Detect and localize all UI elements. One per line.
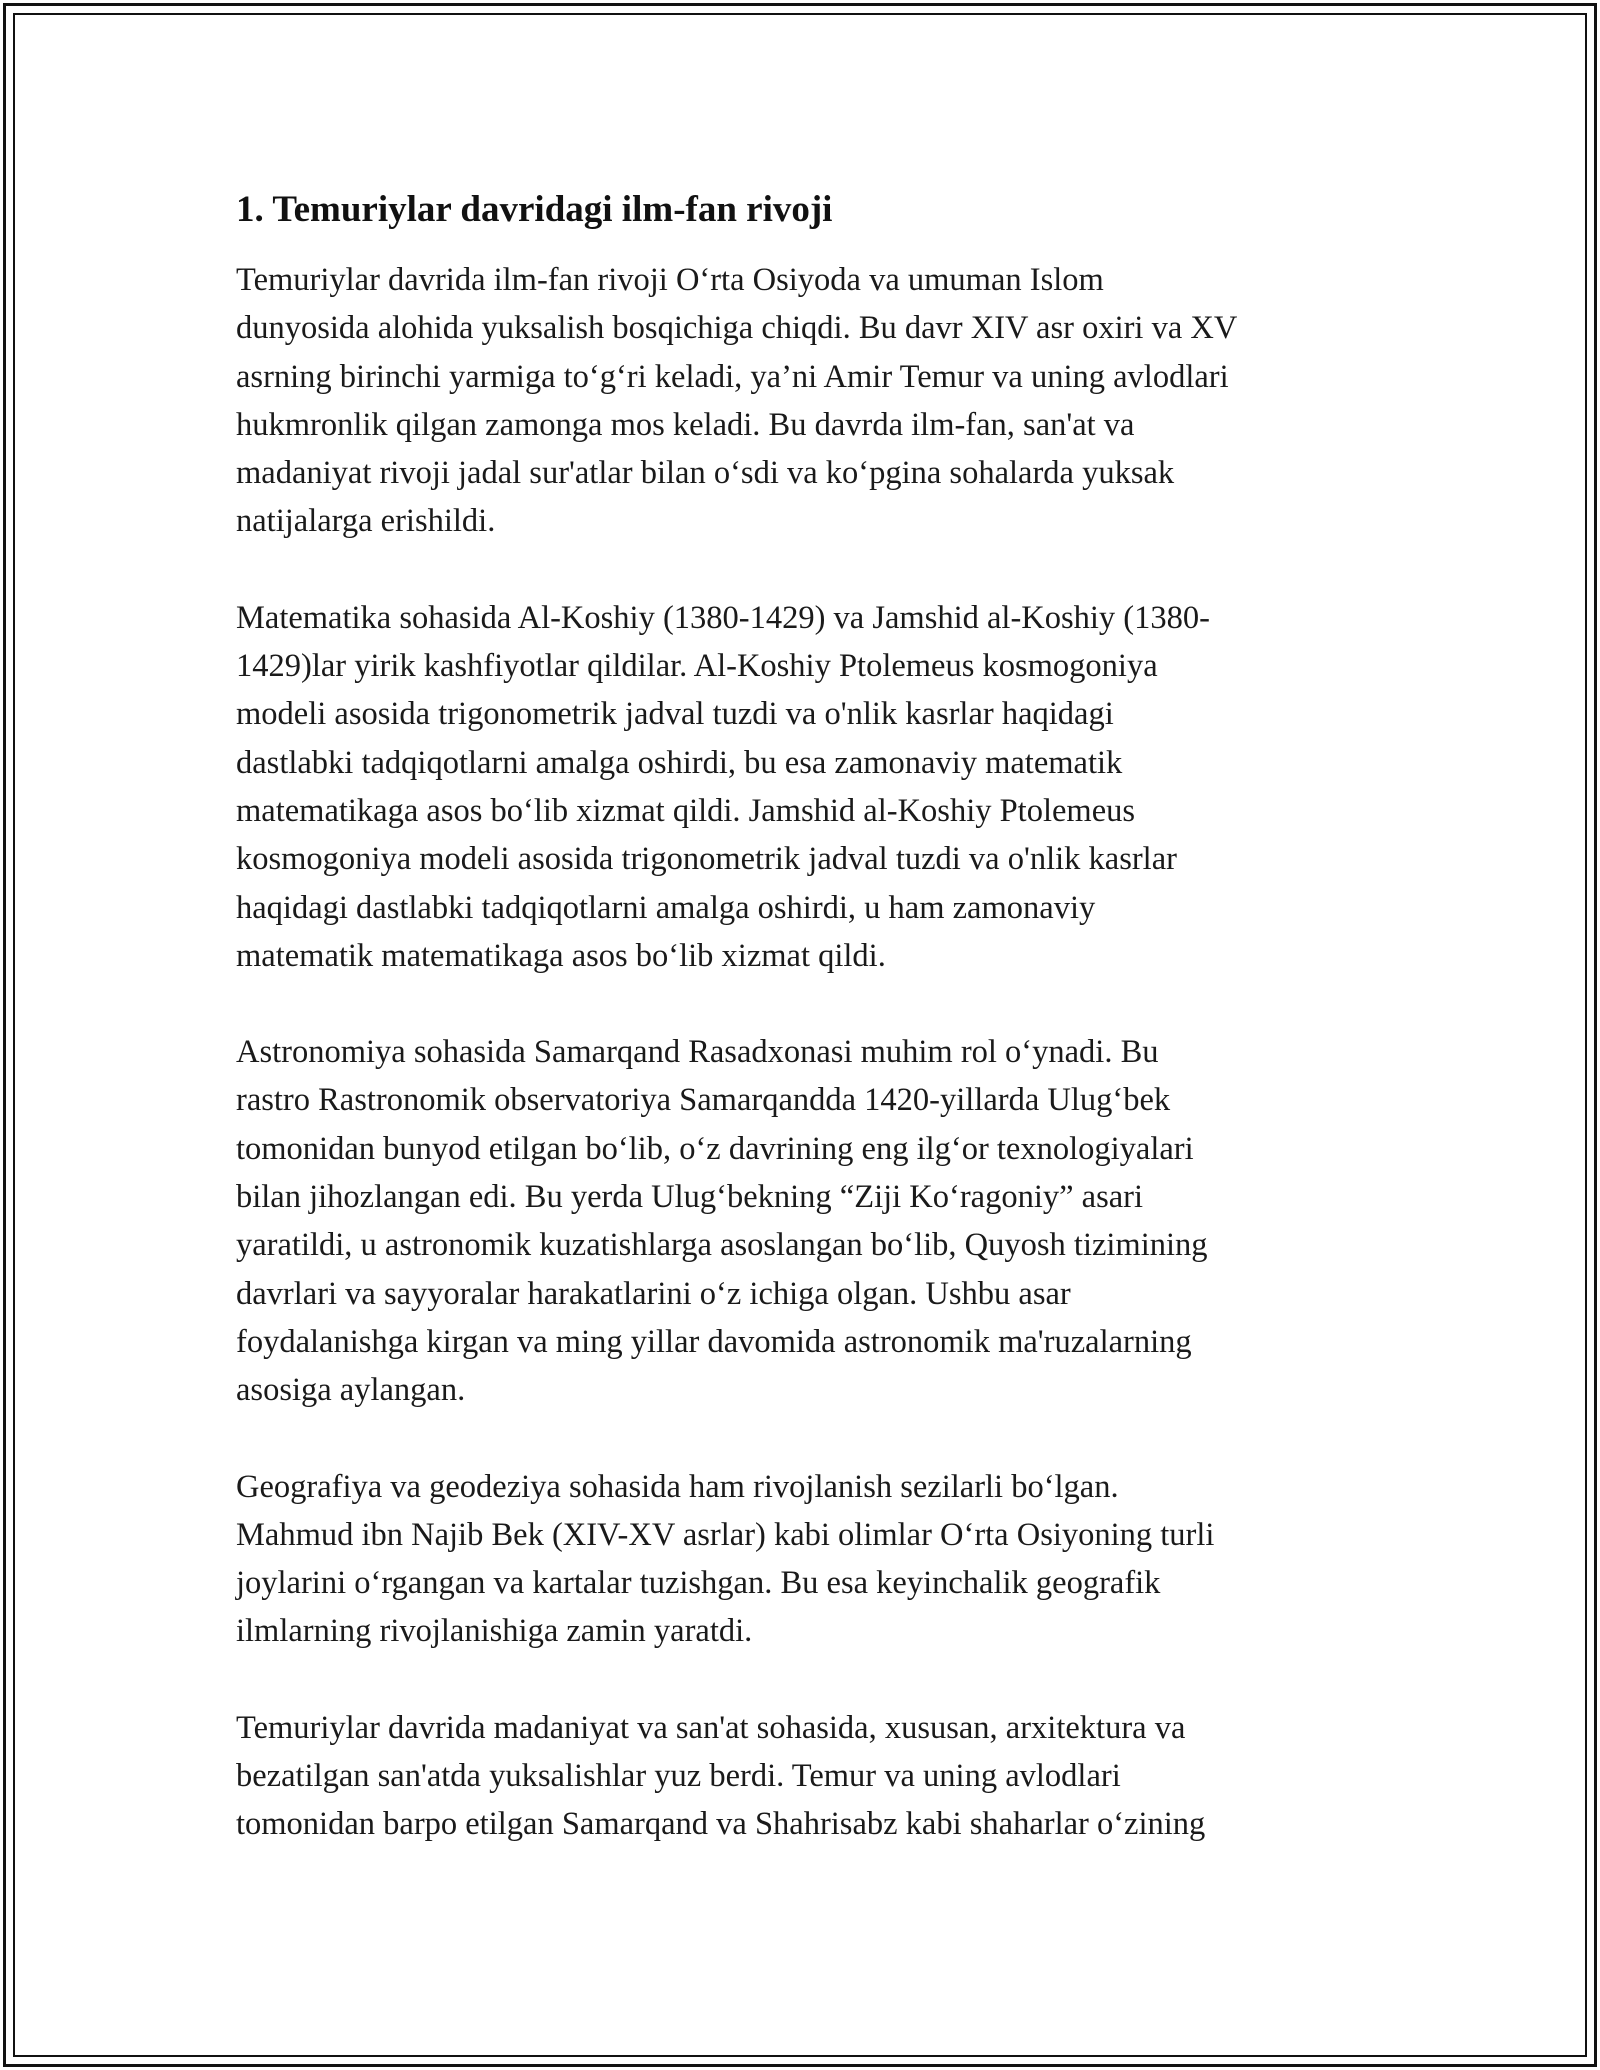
paragraph-line: dunyosida alohida yuksalish bosqichiga chiqdi. Bu davr XIV asr oxiri va XV [236, 310, 1238, 347]
paragraph-line: yaratildi, u astronomik kuzatishlarga asoslangan bo‘lib, Quyosh tizimining [236, 1227, 1208, 1264]
paragraph-line: matematik matematikaga asos bo‘lib xizmat qildi. [236, 937, 886, 974]
paragraph-line: modeli asosida trigonometrik jadval tuzdi va o'nlik kasrlar haqidagi [236, 696, 1114, 733]
paragraph-line: asrning birinchi yarmiga to‘g‘ri keladi, ya’ni Amir Temur va uning avlodlari [236, 358, 1229, 395]
paragraph-line: Mahmud ibn Najib Bek (XIV-XV asrlar) kabi olimlar O‘rta Osiyoning turli [236, 1516, 1215, 1553]
paragraph-line: haqidagi dastlabki tadqiqotlarni amalga oshirdi, u ham zamonaviy [236, 889, 1096, 926]
paragraph-4 [236, 1463, 1386, 1656]
paragraph-2 [236, 594, 1386, 980]
paragraph-line: asosiga aylangan. [236, 1372, 466, 1409]
paragraph-1 [236, 256, 1386, 546]
paragraph-line: matematikaga asos bo‘lib xizmat qildi. Jamshid al-Koshiy Ptolemeus [236, 792, 1136, 829]
paragraph-line: rastro Rastronomik observatoriya Samarqandda 1420-yillarda Ulug‘bek [236, 1082, 1171, 1119]
paragraph-line: dastlabki tadqiqotlarni amalga oshirdi, bu esa zamonaviy matematik [236, 744, 1123, 781]
paragraph-line: Matematika sohasida Al-Koshiy (1380-1429) va Jamshid al-Koshiy (1380- [236, 599, 1210, 636]
paragraph-line: joylarini o‘rgangan va kartalar tuzishgan. Bu esa keyinchalik geografik [236, 1565, 1161, 1602]
paragraph-line: hukmronlik qilgan zamonga mos keladi. Bu davrda ilm-fan, san'at va [236, 406, 1135, 443]
paragraph-line: Astronomiya sohasida Samarqand Rasadxonasi muhim rol o‘ynadi. Bu [236, 1034, 1159, 1071]
paragraph-line: kosmogoniya modeli asosida trigonometrik jadval tuzdi va o'nlik kasrlar [236, 841, 1177, 878]
paragraph-container [236, 256, 1386, 1849]
paragraph-line: tomonidan barpo etilgan Samarqand va Shahrisabz kabi shaharlar o‘zining [236, 1806, 1206, 1843]
paragraph-line: 1429)lar yirik kashfiyotlar qildilar. Al-Koshiy Ptolemeus kosmogoniya [236, 648, 1158, 685]
paragraph-3 [236, 1028, 1386, 1414]
paragraph-line: Temuriylar davrida ilm-fan rivoji O‘rta Osiyoda va umuman Islom [236, 262, 1104, 298]
paragraph-5 [236, 1704, 1386, 1849]
paragraph-line: davrlari va sayyoralar harakatlarini o‘z ichiga olgan. Ushbu asar [236, 1275, 1071, 1312]
paragraph-line: Temuriylar davrida madaniyat va san'at sohasida, xususan, arxitektura va [236, 1709, 1186, 1746]
document-body [236, 184, 1386, 1897]
paragraph-line: Geografiya va geodeziya sohasida ham rivojlanish sezilarli bo‘lgan. [236, 1468, 1119, 1505]
paragraph-line: ilmlarning rivojlanishiga zamin yaratdi. [236, 1613, 753, 1650]
paragraph-line: bilan jihozlangan edi. Bu yerda Ulug‘bekning “Ziji Ko‘ragoniy” asari [236, 1179, 1144, 1216]
paragraph-line: tomonidan bunyod etilgan bo‘lib, o‘z davrining eng ilg‘or texnologiyalari [236, 1130, 1194, 1167]
paragraph-line: foydalanishga kirgan va ming yillar davomida astronomik ma'ruzalarning [236, 1323, 1192, 1360]
section-heading: 1. Temuriylar davridagi ilm-fan rivoji [236, 189, 833, 230]
paragraph-line: bezatilgan san'atda yuksalishlar yuz berdi. Temur va uning avlodlari [236, 1758, 1121, 1795]
paragraph-line: madaniyat rivoji jadal sur'atlar bilan o‘sdi va ko‘pgina sohalarda yuksak [236, 455, 1175, 492]
paragraph-line: natijalarga erishildi. [236, 503, 496, 540]
